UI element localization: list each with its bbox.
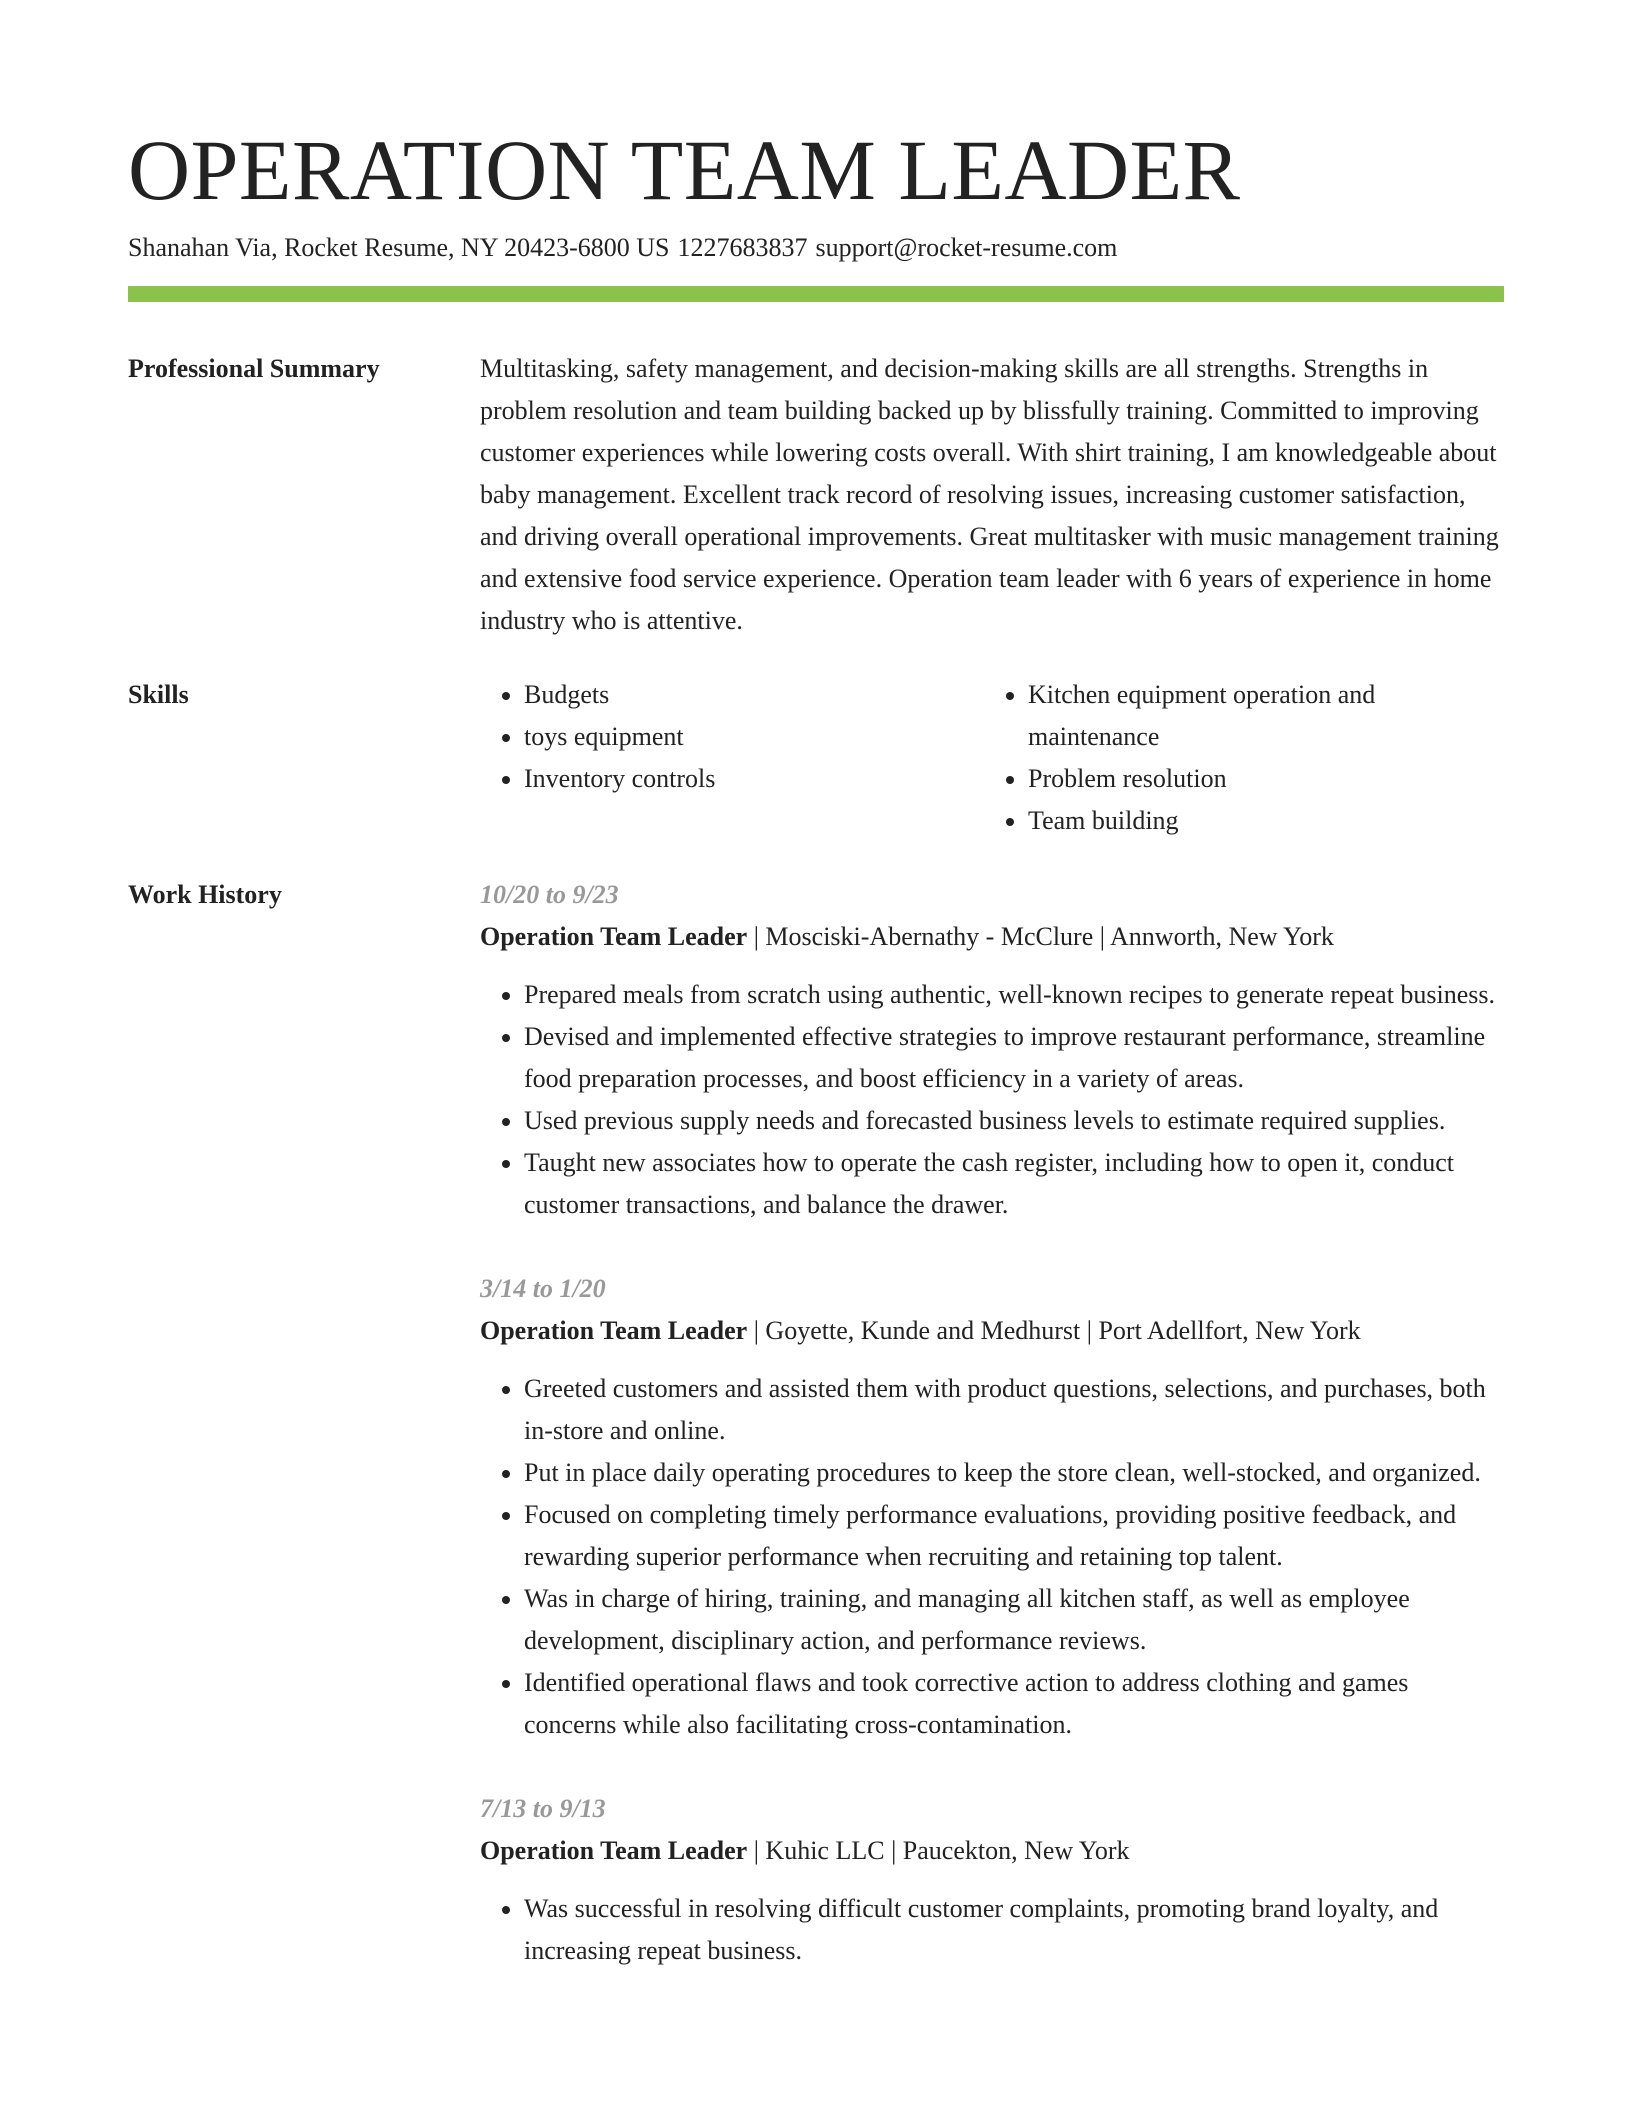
skills-list-left xyxy=(480,674,984,842)
job-title: Operation Team Leader xyxy=(480,922,748,951)
job-dates: 3/14 to 1/20 xyxy=(480,1274,606,1303)
skill-item: • Budgets xyxy=(524,674,984,716)
job-bullet: • Devised and implemented effective strategies to improve restaurant performance, streamline food preparation processes, and boost efficiency in a variety of areas. xyxy=(524,1016,1504,1100)
skill-item: • Inventory controls xyxy=(524,758,984,800)
job-bullets xyxy=(480,1888,1504,1972)
job-bullets xyxy=(480,1368,1504,1746)
skill-item: • Team building xyxy=(1028,800,1488,842)
job-bullet: • Put in place daily operating procedures to keep the store clean, well-stocked, and organized. xyxy=(524,1452,1504,1494)
resume-name-heading: OPERATION TEAM LEADER xyxy=(128,122,1241,218)
job-title: Operation Team Leader xyxy=(480,1836,748,1865)
contact-phone: 1227683837 xyxy=(677,233,808,262)
job-dates: 7/13 to 9/13 xyxy=(480,1794,606,1823)
job-bullet: • Used previous supply needs and forecasted business levels to estimate required supplies. xyxy=(524,1100,1504,1142)
contact-email: support@rocket-resume.com xyxy=(815,233,1118,262)
job-header xyxy=(480,1310,1504,1352)
job-entry xyxy=(480,1268,1504,1746)
job-header xyxy=(480,916,1504,958)
summary-body xyxy=(480,348,1504,642)
skill-item: • Problem resolution xyxy=(1028,758,1488,800)
skills-heading: Skills xyxy=(128,680,189,709)
job-employer-location: | Goyette, Kunde and Medhurst | Port Adellfort, New York xyxy=(747,1316,1361,1345)
contact-address: Shanahan Via, Rocket Resume, NY 20423-6800 US xyxy=(128,233,670,262)
skill-item: • Kitchen equipment operation and maintenance xyxy=(1028,674,1488,758)
contact-line xyxy=(128,230,1125,266)
skills-columns xyxy=(480,674,1504,842)
job-bullet: • Was successful in resolving difficult customer complaints, promoting brand loyalty, and increasing repeat business. xyxy=(524,1888,1504,1972)
job-dates: 10/20 to 9/23 xyxy=(480,880,619,909)
summary-text: Multitasking, safety management, and decision-making skills are all strengths. Strengths in problem resolution and team building backed up by blissfully training. Committed to improving customer experiences while lowering costs overall. With shirt training, I am knowledgeable about baby management. Excellent track record of resolving issues, increasing customer satisfaction, and driving overall operational improvements. Great multitasker with music management training and extensive food service experience. Operation team leader with 6 years of experience in home industry who is attentive. xyxy=(480,354,1499,635)
job-bullet: • Was in charge of hiring, training, and managing all kitchen staff, as well as employee development, disciplinary action, and performance reviews. xyxy=(524,1578,1504,1662)
job-bullet: • Greeted customers and assisted them with product questions, selections, and purchases, both in-store and online. xyxy=(524,1368,1504,1452)
job-bullet: • Taught new associates how to operate the cash register, including how to open it, conduct customer transactions, and balance the drawer. xyxy=(524,1142,1504,1226)
job-bullet: • Identified operational flaws and took corrective action to address clothing and games concerns while also facilitating cross-contamination. xyxy=(524,1662,1504,1746)
job-bullet: • Focused on completing timely performance evaluations, providing positive feedback, and rewarding superior performance when recruiting and retaining top talent. xyxy=(524,1494,1504,1578)
skill-item: • toys equipment xyxy=(524,716,984,758)
work-history-body xyxy=(480,874,1504,2014)
job-title: Operation Team Leader xyxy=(480,1316,748,1345)
job-entry xyxy=(480,874,1504,1226)
job-bullet: • Prepared meals from scratch using authentic, well-known recipes to generate repeat business. xyxy=(524,974,1504,1016)
skills-list-right xyxy=(984,674,1488,842)
job-employer-location: | Kuhic LLC | Paucekton, New York xyxy=(747,1836,1130,1865)
job-bullets xyxy=(480,974,1504,1226)
job-employer-location: | Mosciski-Abernathy - McClure | Annworth, New York xyxy=(747,922,1334,951)
work-history-heading: Work History xyxy=(128,880,282,909)
job-header xyxy=(480,1830,1504,1872)
job-entry xyxy=(480,1788,1504,1972)
summary-heading: Professional Summary xyxy=(128,354,380,383)
skills-body xyxy=(480,674,1504,842)
accent-divider xyxy=(128,286,1504,302)
